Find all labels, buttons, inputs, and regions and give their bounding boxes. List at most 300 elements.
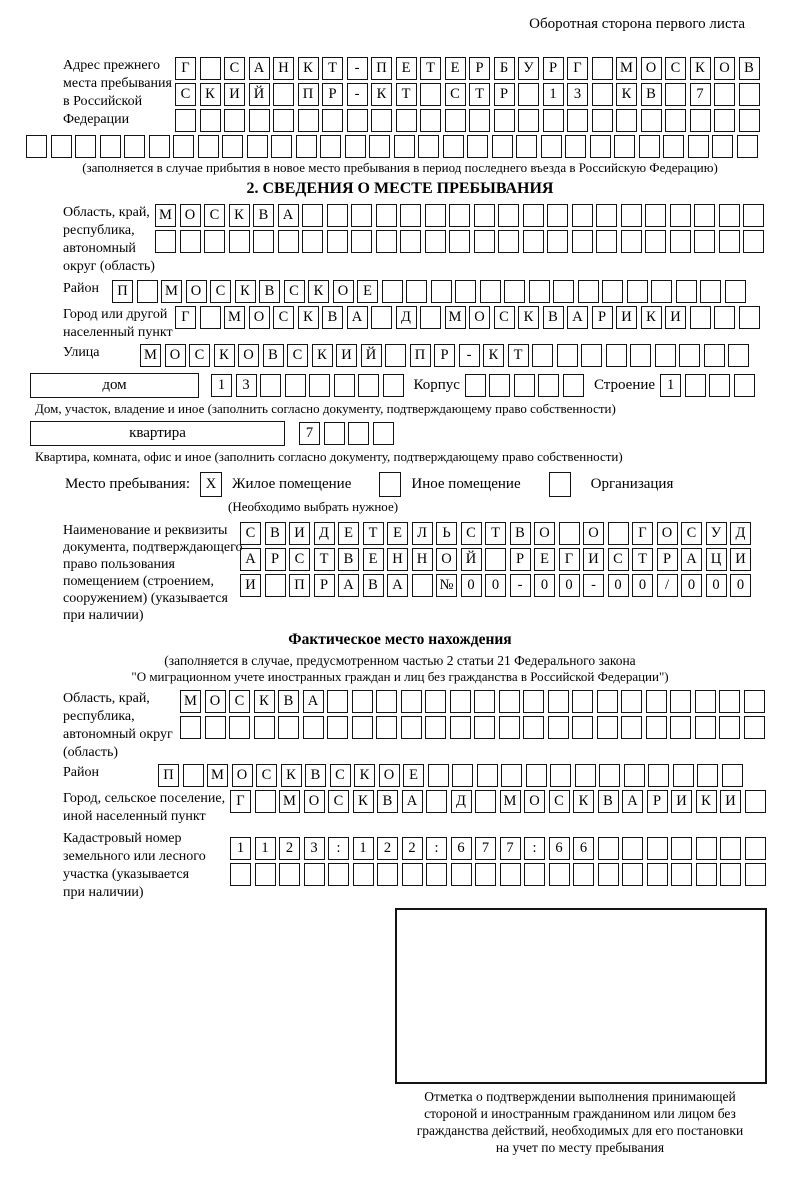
char-box[interactable]: А bbox=[303, 690, 324, 713]
char-box[interactable] bbox=[278, 716, 299, 739]
char-box[interactable] bbox=[599, 764, 620, 787]
char-box[interactable]: О bbox=[436, 548, 457, 571]
char-box[interactable] bbox=[75, 135, 96, 158]
char-box[interactable] bbox=[376, 204, 397, 227]
char-box[interactable] bbox=[606, 344, 627, 367]
char-box[interactable] bbox=[249, 109, 270, 132]
char-box[interactable]: Р bbox=[434, 344, 455, 367]
char-box[interactable] bbox=[400, 204, 421, 227]
char-box[interactable] bbox=[425, 204, 446, 227]
char-box[interactable] bbox=[543, 109, 564, 132]
char-box[interactable]: П bbox=[371, 57, 392, 80]
char-box[interactable]: Р bbox=[543, 57, 564, 80]
char-box[interactable] bbox=[155, 230, 176, 253]
char-box[interactable] bbox=[670, 230, 691, 253]
char-box[interactable] bbox=[499, 716, 520, 739]
char-box[interactable] bbox=[449, 230, 470, 253]
char-box[interactable]: О bbox=[333, 280, 354, 303]
char-box[interactable]: - bbox=[347, 57, 368, 80]
char-box[interactable] bbox=[523, 230, 544, 253]
char-box[interactable] bbox=[596, 230, 617, 253]
char-box[interactable]: Д bbox=[451, 790, 472, 813]
char-box[interactable]: Е bbox=[363, 548, 384, 571]
char-box[interactable] bbox=[475, 863, 496, 886]
char-box[interactable] bbox=[450, 690, 471, 713]
char-box[interactable]: К bbox=[353, 790, 374, 813]
char-box[interactable] bbox=[279, 863, 300, 886]
char-box[interactable] bbox=[548, 690, 569, 713]
char-box[interactable] bbox=[598, 863, 619, 886]
char-box[interactable] bbox=[229, 230, 250, 253]
char-box[interactable] bbox=[204, 230, 225, 253]
char-box[interactable]: И bbox=[583, 548, 604, 571]
char-box[interactable] bbox=[406, 280, 427, 303]
char-box[interactable] bbox=[254, 716, 275, 739]
char-box[interactable]: Т bbox=[396, 83, 417, 106]
char-box[interactable] bbox=[376, 230, 397, 253]
char-box[interactable]: С bbox=[549, 790, 570, 813]
char-box[interactable]: 7 bbox=[500, 837, 521, 860]
char-box[interactable] bbox=[743, 204, 764, 227]
char-box[interactable] bbox=[671, 837, 692, 860]
char-box[interactable]: О bbox=[232, 764, 253, 787]
char-box[interactable]: Р bbox=[592, 306, 613, 329]
char-box[interactable] bbox=[348, 422, 369, 445]
char-box[interactable]: 0 bbox=[632, 574, 653, 597]
char-box[interactable] bbox=[400, 230, 421, 253]
char-box[interactable]: И bbox=[671, 790, 692, 813]
char-box[interactable] bbox=[467, 135, 488, 158]
char-box[interactable]: - bbox=[510, 574, 531, 597]
char-box[interactable]: В bbox=[510, 522, 531, 545]
char-box[interactable] bbox=[547, 204, 568, 227]
char-box[interactable] bbox=[492, 135, 513, 158]
char-box[interactable]: Г bbox=[175, 57, 196, 80]
char-box[interactable] bbox=[598, 837, 619, 860]
char-box[interactable] bbox=[695, 690, 716, 713]
char-box[interactable]: В bbox=[265, 522, 286, 545]
char-box[interactable] bbox=[260, 374, 281, 397]
char-box[interactable]: 6 bbox=[549, 837, 570, 860]
char-box[interactable]: М bbox=[224, 306, 245, 329]
char-box[interactable] bbox=[679, 344, 700, 367]
char-box[interactable]: 6 bbox=[573, 837, 594, 860]
char-box[interactable] bbox=[351, 230, 372, 253]
char-box[interactable] bbox=[665, 83, 686, 106]
char-box[interactable]: Й bbox=[461, 548, 482, 571]
char-box[interactable]: К bbox=[298, 57, 319, 80]
char-box[interactable]: К bbox=[308, 280, 329, 303]
char-box[interactable] bbox=[573, 863, 594, 886]
char-box[interactable] bbox=[676, 280, 697, 303]
char-box[interactable] bbox=[327, 230, 348, 253]
char-box[interactable]: К bbox=[573, 790, 594, 813]
char-box[interactable] bbox=[412, 574, 433, 597]
char-box[interactable]: О bbox=[180, 204, 201, 227]
char-box[interactable] bbox=[572, 204, 593, 227]
char-box[interactable]: 6 bbox=[451, 837, 472, 860]
char-box[interactable]: 0 bbox=[534, 574, 555, 597]
char-box[interactable]: 0 bbox=[681, 574, 702, 597]
char-box[interactable] bbox=[572, 230, 593, 253]
char-box[interactable] bbox=[474, 230, 495, 253]
char-box[interactable]: С bbox=[289, 548, 310, 571]
char-box[interactable]: С bbox=[608, 548, 629, 571]
char-box[interactable] bbox=[205, 716, 226, 739]
char-box[interactable]: А bbox=[249, 57, 270, 80]
char-box[interactable] bbox=[401, 716, 422, 739]
char-box[interactable]: В bbox=[739, 57, 760, 80]
char-box[interactable] bbox=[592, 109, 613, 132]
char-box[interactable]: Г bbox=[230, 790, 251, 813]
char-box[interactable] bbox=[739, 109, 760, 132]
char-box[interactable] bbox=[347, 109, 368, 132]
char-box[interactable] bbox=[690, 109, 711, 132]
char-box[interactable] bbox=[630, 344, 651, 367]
char-box[interactable]: О bbox=[583, 522, 604, 545]
char-box[interactable]: Р bbox=[322, 83, 343, 106]
char-box[interactable]: Е bbox=[403, 764, 424, 787]
char-box[interactable]: О bbox=[534, 522, 555, 545]
char-box[interactable] bbox=[581, 344, 602, 367]
checkbox-organization[interactable] bbox=[549, 472, 571, 497]
char-box[interactable]: 1 bbox=[230, 837, 251, 860]
char-box[interactable]: О bbox=[469, 306, 490, 329]
char-box[interactable] bbox=[647, 837, 668, 860]
char-box[interactable] bbox=[670, 690, 691, 713]
char-box[interactable] bbox=[278, 230, 299, 253]
char-box[interactable]: 2 bbox=[377, 837, 398, 860]
char-box[interactable]: С bbox=[328, 790, 349, 813]
char-box[interactable] bbox=[541, 135, 562, 158]
char-box[interactable]: О bbox=[379, 764, 400, 787]
char-box[interactable] bbox=[431, 280, 452, 303]
char-box[interactable] bbox=[504, 280, 525, 303]
char-box[interactable] bbox=[670, 716, 691, 739]
char-box[interactable] bbox=[426, 863, 447, 886]
char-box[interactable]: С bbox=[224, 57, 245, 80]
char-box[interactable]: К bbox=[235, 280, 256, 303]
char-box[interactable] bbox=[714, 109, 735, 132]
char-box[interactable]: Е bbox=[396, 57, 417, 80]
char-box[interactable] bbox=[709, 374, 730, 397]
checkbox-other-premises[interactable] bbox=[379, 472, 401, 497]
char-box[interactable]: 3 bbox=[304, 837, 325, 860]
char-box[interactable]: С bbox=[330, 764, 351, 787]
char-box[interactable]: А bbox=[278, 204, 299, 227]
char-box[interactable] bbox=[230, 863, 251, 886]
char-box[interactable]: 0 bbox=[706, 574, 727, 597]
char-box[interactable] bbox=[149, 135, 170, 158]
char-box[interactable] bbox=[477, 764, 498, 787]
char-box[interactable]: Г bbox=[632, 522, 653, 545]
char-box[interactable] bbox=[523, 716, 544, 739]
char-box[interactable] bbox=[247, 135, 268, 158]
char-box[interactable] bbox=[697, 764, 718, 787]
char-box[interactable]: 1 bbox=[660, 374, 681, 397]
char-box[interactable] bbox=[565, 135, 586, 158]
char-box[interactable]: К bbox=[518, 306, 539, 329]
char-box[interactable] bbox=[469, 109, 490, 132]
char-box[interactable]: Н bbox=[412, 548, 433, 571]
char-box[interactable] bbox=[352, 690, 373, 713]
char-box[interactable]: В bbox=[305, 764, 326, 787]
char-box[interactable]: Р bbox=[494, 83, 515, 106]
char-box[interactable] bbox=[694, 230, 715, 253]
char-box[interactable]: В bbox=[263, 344, 284, 367]
char-box[interactable]: Е bbox=[387, 522, 408, 545]
char-box[interactable] bbox=[720, 837, 741, 860]
char-box[interactable] bbox=[670, 204, 691, 227]
char-box[interactable] bbox=[500, 863, 521, 886]
char-box[interactable] bbox=[592, 57, 613, 80]
char-box[interactable]: Д bbox=[730, 522, 751, 545]
char-box[interactable]: У bbox=[706, 522, 727, 545]
char-box[interactable]: : bbox=[524, 837, 545, 860]
char-box[interactable]: М bbox=[500, 790, 521, 813]
char-box[interactable]: К bbox=[200, 83, 221, 106]
char-box[interactable] bbox=[498, 204, 519, 227]
char-box[interactable]: К bbox=[696, 790, 717, 813]
char-box[interactable]: А bbox=[567, 306, 588, 329]
char-box[interactable]: Й bbox=[249, 83, 270, 106]
char-box[interactable] bbox=[485, 548, 506, 571]
char-box[interactable]: А bbox=[622, 790, 643, 813]
char-box[interactable] bbox=[401, 690, 422, 713]
char-box[interactable] bbox=[371, 109, 392, 132]
char-box[interactable] bbox=[180, 716, 201, 739]
char-box[interactable]: Д bbox=[314, 522, 335, 545]
char-box[interactable]: Т bbox=[508, 344, 529, 367]
char-box[interactable]: Ц bbox=[706, 548, 727, 571]
char-box[interactable]: В bbox=[259, 280, 280, 303]
char-box[interactable]: А bbox=[681, 548, 702, 571]
char-box[interactable] bbox=[651, 280, 672, 303]
char-box[interactable]: С bbox=[445, 83, 466, 106]
char-box[interactable]: К bbox=[281, 764, 302, 787]
char-box[interactable]: Д bbox=[396, 306, 417, 329]
char-box[interactable]: И bbox=[665, 306, 686, 329]
char-box[interactable]: Т bbox=[469, 83, 490, 106]
char-box[interactable] bbox=[255, 790, 276, 813]
char-box[interactable] bbox=[648, 764, 669, 787]
char-box[interactable]: № bbox=[436, 574, 457, 597]
char-box[interactable]: О bbox=[238, 344, 259, 367]
char-box[interactable]: В bbox=[598, 790, 619, 813]
char-box[interactable] bbox=[501, 764, 522, 787]
char-box[interactable] bbox=[602, 280, 623, 303]
char-box[interactable]: О bbox=[186, 280, 207, 303]
char-box[interactable] bbox=[450, 716, 471, 739]
char-box[interactable]: С bbox=[287, 344, 308, 367]
char-box[interactable]: С bbox=[210, 280, 231, 303]
char-box[interactable] bbox=[302, 204, 323, 227]
char-box[interactable] bbox=[383, 374, 404, 397]
char-box[interactable]: О bbox=[657, 522, 678, 545]
char-box[interactable] bbox=[704, 344, 725, 367]
char-box[interactable] bbox=[526, 764, 547, 787]
char-box[interactable] bbox=[173, 135, 194, 158]
char-box[interactable] bbox=[443, 135, 464, 158]
char-box[interactable]: М bbox=[140, 344, 161, 367]
char-box[interactable] bbox=[428, 764, 449, 787]
char-box[interactable] bbox=[455, 280, 476, 303]
char-box[interactable] bbox=[273, 83, 294, 106]
char-box[interactable] bbox=[425, 690, 446, 713]
char-box[interactable] bbox=[449, 204, 470, 227]
char-box[interactable] bbox=[646, 690, 667, 713]
char-box[interactable] bbox=[285, 374, 306, 397]
char-box[interactable] bbox=[474, 690, 495, 713]
char-box[interactable] bbox=[224, 109, 245, 132]
char-box[interactable] bbox=[563, 374, 584, 397]
char-box[interactable]: Р bbox=[265, 548, 286, 571]
char-box[interactable] bbox=[688, 135, 709, 158]
char-box[interactable] bbox=[518, 109, 539, 132]
char-box[interactable]: А bbox=[338, 574, 359, 597]
char-box[interactable] bbox=[744, 690, 765, 713]
char-box[interactable]: О bbox=[165, 344, 186, 367]
char-box[interactable] bbox=[719, 204, 740, 227]
char-box[interactable]: П bbox=[112, 280, 133, 303]
char-box[interactable] bbox=[304, 863, 325, 886]
char-box[interactable]: : bbox=[426, 837, 447, 860]
char-box[interactable]: 1 bbox=[255, 837, 276, 860]
char-box[interactable] bbox=[402, 863, 423, 886]
char-box[interactable] bbox=[578, 280, 599, 303]
char-box[interactable] bbox=[324, 422, 345, 445]
char-box[interactable] bbox=[739, 306, 760, 329]
char-box[interactable]: Т bbox=[485, 522, 506, 545]
char-box[interactable]: К bbox=[616, 83, 637, 106]
char-box[interactable]: А bbox=[387, 574, 408, 597]
char-box[interactable] bbox=[376, 690, 397, 713]
char-box[interactable]: П bbox=[298, 83, 319, 106]
char-box[interactable]: Н bbox=[387, 548, 408, 571]
char-box[interactable] bbox=[200, 306, 221, 329]
char-box[interactable]: О bbox=[205, 690, 226, 713]
char-box[interactable]: В bbox=[543, 306, 564, 329]
char-box[interactable] bbox=[745, 863, 766, 886]
char-box[interactable] bbox=[641, 109, 662, 132]
char-box[interactable]: Т bbox=[632, 548, 653, 571]
char-box[interactable]: П bbox=[410, 344, 431, 367]
char-box[interactable] bbox=[665, 109, 686, 132]
char-box[interactable]: Г bbox=[559, 548, 580, 571]
char-box[interactable]: В bbox=[338, 548, 359, 571]
char-box[interactable]: А bbox=[240, 548, 261, 571]
char-box[interactable] bbox=[685, 374, 706, 397]
char-box[interactable]: О bbox=[249, 306, 270, 329]
char-box[interactable]: Т bbox=[363, 522, 384, 545]
char-box[interactable] bbox=[745, 837, 766, 860]
checkbox-residential-premises[interactable]: X bbox=[200, 472, 222, 497]
char-box[interactable] bbox=[425, 230, 446, 253]
char-box[interactable] bbox=[739, 83, 760, 106]
char-box[interactable]: М bbox=[445, 306, 466, 329]
char-box[interactable]: Ь bbox=[436, 522, 457, 545]
char-box[interactable] bbox=[538, 374, 559, 397]
char-box[interactable]: М bbox=[207, 764, 228, 787]
char-box[interactable] bbox=[377, 863, 398, 886]
char-box[interactable] bbox=[553, 280, 574, 303]
char-box[interactable] bbox=[516, 135, 537, 158]
char-box[interactable]: О bbox=[304, 790, 325, 813]
char-box[interactable] bbox=[26, 135, 47, 158]
char-box[interactable] bbox=[425, 716, 446, 739]
char-box[interactable]: В bbox=[322, 306, 343, 329]
char-box[interactable] bbox=[498, 230, 519, 253]
char-box[interactable] bbox=[302, 230, 323, 253]
char-box[interactable]: М bbox=[616, 57, 637, 80]
char-box[interactable] bbox=[550, 764, 571, 787]
char-box[interactable] bbox=[445, 109, 466, 132]
char-box[interactable]: Р bbox=[647, 790, 668, 813]
char-box[interactable]: И bbox=[616, 306, 637, 329]
char-box[interactable] bbox=[198, 135, 219, 158]
char-box[interactable] bbox=[369, 135, 390, 158]
char-box[interactable]: В bbox=[377, 790, 398, 813]
char-box[interactable] bbox=[426, 790, 447, 813]
char-box[interactable] bbox=[728, 344, 749, 367]
char-box[interactable] bbox=[645, 230, 666, 253]
char-box[interactable] bbox=[663, 135, 684, 158]
char-box[interactable] bbox=[385, 344, 406, 367]
char-box[interactable] bbox=[265, 574, 286, 597]
char-box[interactable]: И bbox=[730, 548, 751, 571]
char-box[interactable] bbox=[529, 280, 550, 303]
char-box[interactable]: Г bbox=[567, 57, 588, 80]
char-box[interactable]: К bbox=[214, 344, 235, 367]
char-box[interactable] bbox=[622, 863, 643, 886]
char-box[interactable] bbox=[334, 374, 355, 397]
char-box[interactable] bbox=[376, 716, 397, 739]
char-box[interactable]: 0 bbox=[730, 574, 751, 597]
char-box[interactable]: С bbox=[284, 280, 305, 303]
char-box[interactable]: О bbox=[524, 790, 545, 813]
char-box[interactable] bbox=[532, 344, 553, 367]
char-box[interactable]: П bbox=[289, 574, 310, 597]
char-box[interactable] bbox=[452, 764, 473, 787]
char-box[interactable]: Е bbox=[357, 280, 378, 303]
char-box[interactable]: 0 bbox=[559, 574, 580, 597]
char-box[interactable]: К bbox=[354, 764, 375, 787]
char-box[interactable] bbox=[700, 280, 721, 303]
char-box[interactable] bbox=[567, 109, 588, 132]
char-box[interactable]: С bbox=[204, 204, 225, 227]
char-box[interactable]: 3 bbox=[236, 374, 257, 397]
char-box[interactable]: Л bbox=[412, 522, 433, 545]
char-box[interactable] bbox=[200, 109, 221, 132]
char-box[interactable]: И bbox=[336, 344, 357, 367]
char-box[interactable]: К bbox=[371, 83, 392, 106]
char-box[interactable] bbox=[547, 230, 568, 253]
char-box[interactable]: 0 bbox=[608, 574, 629, 597]
char-box[interactable] bbox=[353, 863, 374, 886]
char-box[interactable] bbox=[494, 109, 515, 132]
char-box[interactable] bbox=[51, 135, 72, 158]
char-box[interactable] bbox=[420, 83, 441, 106]
char-box[interactable] bbox=[322, 109, 343, 132]
char-box[interactable] bbox=[524, 863, 545, 886]
char-box[interactable]: 7 bbox=[475, 837, 496, 860]
char-box[interactable] bbox=[298, 109, 319, 132]
char-box[interactable] bbox=[596, 204, 617, 227]
char-box[interactable] bbox=[327, 690, 348, 713]
char-box[interactable] bbox=[200, 57, 221, 80]
char-box[interactable]: / bbox=[657, 574, 678, 597]
char-box[interactable]: 1 bbox=[353, 837, 374, 860]
